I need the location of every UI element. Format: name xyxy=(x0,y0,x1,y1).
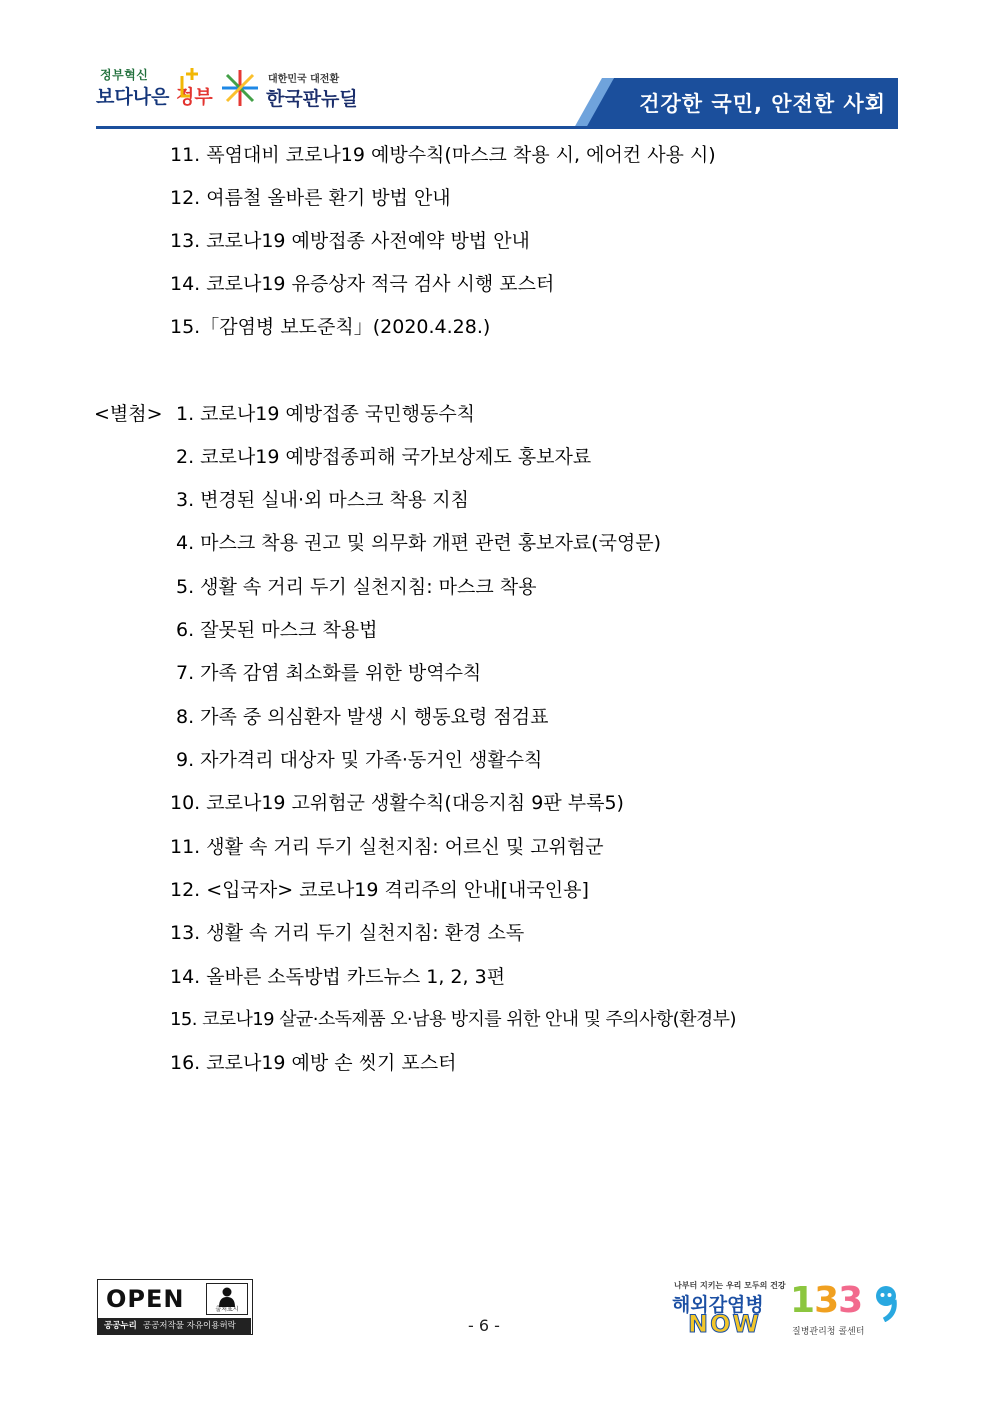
mascot-nine-icon xyxy=(874,1284,898,1322)
korean-new-deal-logo xyxy=(220,66,370,114)
logo1-big-b: 정부 xyxy=(176,86,213,108)
attachment-item: 15. 코로나19 살균·소독제품 오·남용 방지를 위한 안내 및 주의사항(환경부) xyxy=(170,1009,736,1030)
list-item: 11. 폭염대비 코로나19 예방수칙(마스크 착용 시, 에어컨 사용 시) xyxy=(170,144,716,166)
list-item: 15.「감염병 보도준칙」(2020.4.28.) xyxy=(170,316,491,338)
call-digit: 3 xyxy=(814,1280,839,1321)
call-center-label: 질병관리청 콜센터 xyxy=(792,1327,865,1337)
new-deal-star-icon xyxy=(220,68,260,108)
attachment-item: 3. 변경된 실내·외 마스크 착용 지침 xyxy=(176,489,469,511)
open-word: OPEN xyxy=(106,1285,185,1313)
list-item: 12. 여름철 올바른 환기 방법 안내 xyxy=(170,187,451,209)
attachment-item: 16. 코로나19 예방 손 씻기 포스터 xyxy=(170,1052,457,1074)
call-digit: 3 xyxy=(838,1280,863,1321)
attachment-item: 10. 코로나19 고위험군 생활수칙(대응지침 9판 부록5) xyxy=(170,792,624,814)
attachment-item: 12. <입국자> 코로나19 격리주의 안내[내국인용] xyxy=(170,879,589,901)
attribution-person-icon xyxy=(206,1283,248,1315)
slogan-text: 건강한 국민, 안전한 사회 xyxy=(639,92,886,116)
kogl-name: 공공누리 xyxy=(104,1321,137,1331)
now-tagline: 나부터 지키는 우리 모두의 건강 xyxy=(674,1281,786,1290)
call-number xyxy=(790,1280,862,1321)
open-badge-top xyxy=(98,1280,251,1318)
attachment-item: 1. 코로나19 예방접종 국민행동수칙 xyxy=(176,403,476,425)
attachment-item: 7. 가족 감염 최소화를 위한 방역수칙 xyxy=(176,662,482,684)
attribution-label: 출처표시 xyxy=(215,1306,239,1313)
plus-bracket-icon xyxy=(178,66,204,100)
header-divider xyxy=(96,126,898,129)
overseas-infection-now-logo xyxy=(670,1280,786,1338)
slogan-banner xyxy=(574,78,898,128)
attachment-item: 14. 올바른 소독방법 카드뉴스 1, 2, 3편 xyxy=(170,966,506,988)
kogl-open-badge xyxy=(97,1279,253,1335)
attachment-item: 13. 생활 속 거리 두기 실천지침: 환경 소독 xyxy=(170,922,525,944)
page-header xyxy=(0,0,992,130)
attachment-tag: <별첨> xyxy=(94,403,163,425)
attachment-item: 6. 잘못된 마스크 착용법 xyxy=(176,619,378,641)
attachment-item: 11. 생활 속 거리 두기 실천지침: 어르신 및 고위험군 xyxy=(170,836,604,858)
attachment-item: 2. 코로나19 예방접종피해 국가보상제도 홍보자료 xyxy=(176,446,592,468)
logo2-small-text: 대한민국 대전환 xyxy=(268,74,340,85)
list-item: 13. 코로나19 예방접종 사전예약 방법 안내 xyxy=(170,230,530,252)
logo1-small-text: 정부혁신 xyxy=(100,68,149,82)
logo1-big-a: 보다나은 xyxy=(96,86,177,108)
attachment-item: 5. 생활 속 거리 두기 실천지침: 마스크 착용 xyxy=(176,576,537,598)
attachment-item: 4. 마스크 착용 권고 및 의무화 개편 관련 홍보자료(국영문) xyxy=(176,532,662,554)
call-center-1339-logo xyxy=(790,1280,900,1340)
logo2-big-text: 한국판뉴딜 xyxy=(266,88,358,110)
call-digit: 1 xyxy=(790,1280,815,1321)
kogl-description: 공공저작물 자유이용허락 xyxy=(142,1321,236,1331)
attachment-item: 9. 자가격리 대상자 및 가족·동거인 생활수칙 xyxy=(176,749,543,771)
attachment-item: 8. 가족 중 의심환자 발생 시 행동요령 점검표 xyxy=(176,706,549,728)
government-innovation-logo xyxy=(96,66,213,114)
page-number: - 6 - xyxy=(468,1316,500,1335)
list-item: 14. 코로나19 유증상자 적극 검사 시행 포스터 xyxy=(170,273,555,295)
open-badge-bottom xyxy=(98,1318,251,1334)
now-title: 해외감염병 xyxy=(672,1294,764,1316)
now-word: NOW xyxy=(688,1310,761,1338)
